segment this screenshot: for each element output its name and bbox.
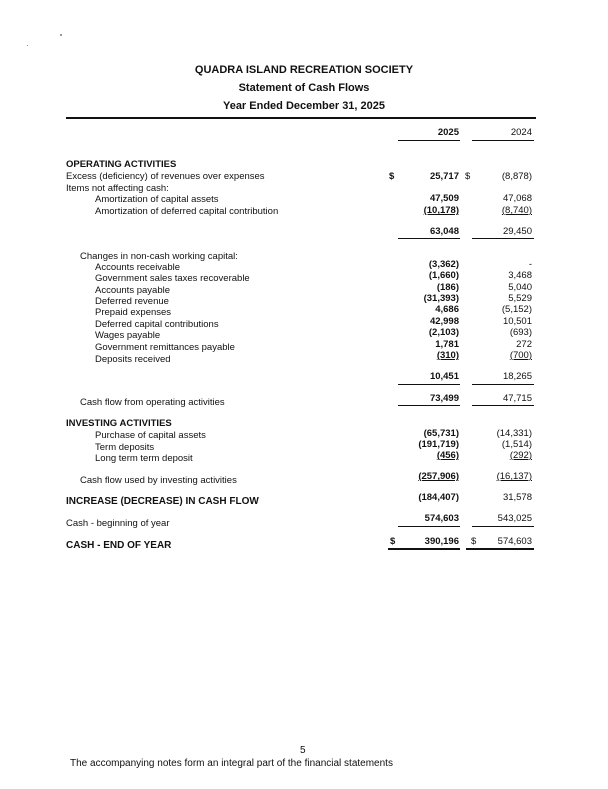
scan-speck: [60, 34, 62, 36]
investing-item-2025: (456): [436, 450, 459, 461]
operating-heading: OPERATING ACTIVITIES: [66, 159, 177, 170]
organization-name: QUADRA ISLAND RECREATION SOCIETY: [194, 64, 414, 76]
subtotal2-rule-2025: [398, 384, 460, 385]
subtotal1-2025: 63,048: [429, 226, 459, 237]
change-2024: (5,152): [501, 304, 532, 315]
investing-item-2024: (1,514): [501, 439, 532, 450]
change-2025: 4,686: [435, 304, 459, 315]
investing-item-2024: (14,331): [496, 428, 532, 439]
column-2025-rule: [398, 140, 460, 141]
items-heading: Items not affecting cash:: [66, 183, 169, 194]
investing-cash-flow-2025: (257,906): [418, 471, 459, 482]
investing-item-label: Purchase of capital assets: [95, 430, 206, 441]
subtotal2-rule-2024: [472, 384, 534, 385]
currency-symbol: $: [389, 171, 395, 182]
investing-heading: INVESTING ACTIVITIES: [66, 418, 172, 429]
change-2024: 10,501: [502, 316, 532, 327]
subtotal2-2025: 10,451: [429, 371, 459, 382]
operating-cash-flow-2025: 73,499: [429, 393, 459, 404]
increase-2025: (184,407): [418, 492, 459, 503]
currency-symbol: $: [471, 536, 477, 547]
increase-2024: 31,578: [502, 492, 532, 503]
beginning-rule-2025: [398, 526, 460, 527]
change-2025: 42,998: [429, 316, 459, 327]
beginning-label: Cash - beginning of year: [66, 518, 170, 529]
investing-item-label: Term deposits: [95, 442, 155, 453]
investing-item-2025: (65,731): [423, 428, 459, 439]
footer-note: The accompanying notes form an integral part of the financial statements: [70, 758, 393, 769]
change-label: Prepaid expenses: [95, 307, 172, 318]
change-2024: 5,040: [508, 282, 532, 293]
change-label: Deferred revenue: [95, 296, 169, 307]
beginning-2025: 574,603: [424, 513, 459, 524]
end-double-rule-2025: [388, 548, 460, 550]
amort-capital-label: Amortization of capital assets: [95, 194, 219, 205]
currency-symbol: $: [465, 171, 471, 182]
change-2024: (700): [509, 350, 532, 361]
end-2025: 390,196: [424, 536, 459, 547]
change-label: Accounts receivable: [95, 262, 181, 273]
change-label: Government sales taxes recoverable: [95, 273, 250, 284]
investing-cash-flow-label: Cash flow used by investing activities: [80, 475, 237, 486]
amort-deferred-label: Amortization of deferred capital contribution: [95, 206, 279, 217]
change-2025: (2,103): [428, 327, 459, 338]
change-2025: (1,660): [428, 270, 459, 281]
change-2024: -: [528, 259, 532, 270]
amort-deferred-2024: (8,740): [501, 205, 532, 216]
investing-cash-flow-2024: (16,137): [496, 471, 532, 482]
beginning-rule-2024: [472, 526, 534, 527]
amort-capital-2024: 47,068: [502, 193, 532, 204]
change-label: Deposits received: [95, 354, 171, 365]
changes-heading: Changes in non-cash working capital:: [80, 251, 238, 262]
increase-label: INCREASE (DECREASE) IN CASH FLOW: [66, 496, 259, 507]
change-2025: 1,781: [435, 339, 459, 350]
column-2024-rule: [472, 140, 534, 141]
change-label: Government remittances payable: [95, 342, 235, 353]
investing-item-label: Long term term deposit: [95, 453, 193, 464]
currency-symbol: $: [390, 536, 396, 547]
end-double-rule-2024: [466, 548, 534, 550]
operating-cash-flow-rule-2025: [398, 405, 460, 406]
excess-label: Excess (deficiency) of revenues over expenses: [66, 171, 265, 182]
subtotal1-rule-2024: [472, 238, 534, 239]
change-2025: (186): [436, 282, 459, 293]
statement-period: Year Ended December 31, 2025: [222, 100, 386, 112]
column-2024-heading: 2024: [510, 127, 532, 138]
end-label: CASH - END OF YEAR: [66, 540, 172, 551]
change-2024: (693): [509, 327, 532, 338]
change-label: Accounts payable: [95, 285, 170, 296]
change-label: Deferred capital contributions: [95, 319, 219, 330]
change-2024: 3,468: [508, 270, 532, 281]
page-number: 5: [300, 745, 306, 756]
excess-2025: 25,717: [429, 171, 459, 182]
operating-cash-flow-rule-2024: [472, 405, 534, 406]
column-2025-heading: 2025: [437, 127, 459, 138]
statement-title: Statement of Cash Flows: [238, 82, 370, 94]
scan-speck: [27, 45, 28, 46]
change-2025: (31,393): [423, 293, 459, 304]
operating-cash-flow-label: Cash flow from operating activities: [80, 397, 225, 408]
beginning-2024: 543,025: [497, 513, 532, 524]
change-2025: (3,362): [428, 259, 459, 270]
subtotal1-rule-2025: [398, 238, 460, 239]
header-rule: [66, 117, 536, 119]
subtotal1-2024: 29,450: [502, 226, 532, 237]
subtotal2-2024: 18,265: [502, 371, 532, 382]
change-2024: 5,529: [508, 293, 532, 304]
end-2024: 574,603: [497, 536, 532, 547]
investing-item-2025: (191,719): [418, 439, 459, 450]
excess-2024: (8,878): [501, 171, 532, 182]
amort-deferred-2025: (10,178): [423, 205, 459, 216]
change-2024: 272: [516, 339, 532, 350]
amort-capital-2025: 47,509: [429, 193, 459, 204]
investing-item-2024: (292): [509, 450, 532, 461]
operating-cash-flow-2024: 47,715: [502, 393, 532, 404]
change-2025: (310): [436, 350, 459, 361]
change-label: Wages payable: [95, 330, 161, 341]
